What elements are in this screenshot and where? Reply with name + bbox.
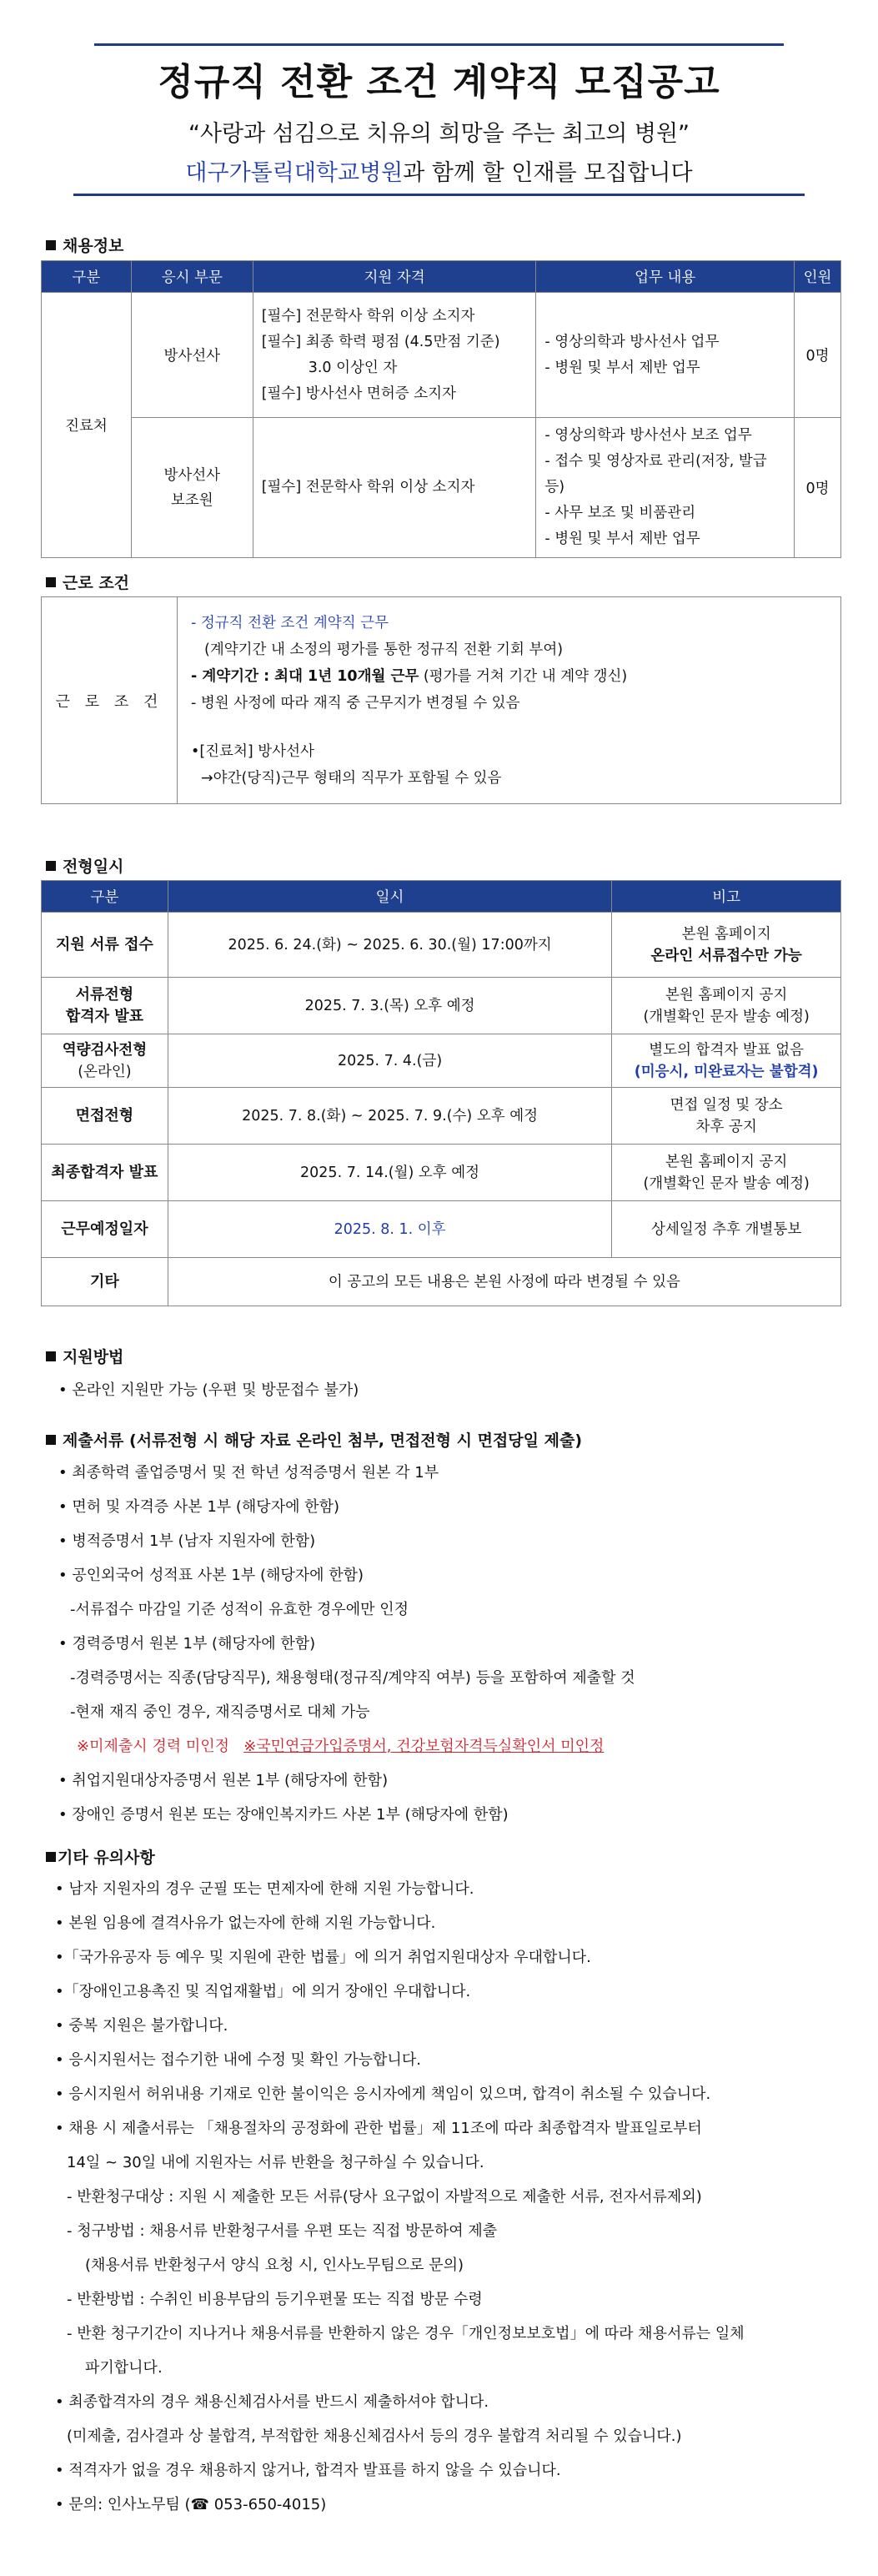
note-cell: 면접 일정 및 장소 차후 공지: [612, 1088, 841, 1145]
page-title: 정규직 전환 조건 계약직 모집공고: [158, 61, 720, 103]
work-line: •[진료처] 방사선사: [191, 742, 314, 760]
list-item: -서류접수 마감일 기준 성적이 유효한 경우에만 인정: [70, 1601, 409, 1618]
col-header: 업무 내용: [536, 261, 795, 293]
square-bullet-icon: [46, 1852, 56, 1862]
list-item: • 중복 지원은 불가합니다.: [55, 2017, 228, 2035]
duty-cell: - 영상의학과 방사선사 업무 - 병원 및 부서 제반 업무: [536, 293, 795, 418]
work-label: 근 로 조 건: [42, 597, 178, 804]
list-item: - 반환방법 : 수취인 비용부담의 등기우편물 또는 직접 방문 수령: [67, 2291, 483, 2308]
col-header: 응시 부문: [131, 261, 253, 293]
stage-cell: 역량검사전형 (온라인): [42, 1034, 168, 1088]
square-bullet-icon: [46, 1351, 56, 1361]
date-cell: 2025. 7. 14.(월) 오후 예정: [168, 1145, 611, 1201]
list-item: • 경력증명서 원본 1부 (해당자에 한함): [58, 1635, 316, 1653]
list-item: (미제출, 검사결과 상 불합격, 부적합한 채용신체검사서 등의 경우 불합격 처리될 수 있습니다.): [67, 2428, 682, 2445]
stage-cell: 면접전형: [42, 1088, 168, 1145]
list-item: • 온라인 지원만 가능 (우편 및 방문접수 불가): [58, 1381, 359, 1399]
list-item: • 최종합격자의 경우 채용신체검사서를 반드시 제출하셔야 합니다.: [55, 2393, 489, 2411]
date-cell: 2025. 8. 1. 이후: [168, 1201, 611, 1258]
list-item: • 문의: 인사노무팀 (☎ 053-650-4015): [55, 2496, 327, 2513]
section-recruit-heading: 채용정보: [46, 234, 123, 256]
section-apply-heading: 지원방법: [46, 1345, 123, 1367]
work-conditions-table: [41, 596, 841, 804]
list-item: (채용서류 반환청구서 양식 요청 시, 인사노무팀으로 문의): [85, 2257, 464, 2274]
dept-cell: 방사선사 보조원: [131, 418, 253, 558]
square-bullet-icon: [46, 577, 56, 587]
list-item: -경력증명서는 직종(담당직무), 채용형태(정규직/계약직 여부) 등을 포함하여 제출할 것: [70, 1669, 635, 1687]
work-body: [178, 597, 841, 804]
list-item: • 면허 및 자격증 사본 1부 (해당자에 한함): [58, 1498, 339, 1516]
stage-cell: 지원 서류 접수: [42, 913, 168, 978]
col-header: 지원 자격: [253, 261, 536, 293]
list-item: - 반환청구대상 : 지원 시 제출한 모든 서류(당사 요구없이 자발적으로 제출한 서류, 전자서류제외): [67, 2188, 702, 2206]
note-cell: 본원 홈페이지 공지 (개별확인 문자 발송 예정): [612, 978, 841, 1034]
date-cell: 이 공고의 모든 내용은 본원 사정에 따라 변경될 수 있음: [168, 1258, 840, 1306]
note-cell: 본원 홈페이지 공지 (개별확인 문자 발송 예정): [612, 1145, 841, 1201]
section-schedule-heading: 전형일시: [46, 854, 123, 877]
list-item: - 반환 청구기간이 지나거나 채용서류를 반환하지 않은 경우「개인정보보호법」에 따라 채용서류는 일체: [67, 2325, 745, 2342]
section-notes-heading: 기타 유의사항: [46, 1845, 155, 1868]
duty-cell: - 영상의학과 방사선사 보조 업무 - 접수 및 영상자료 관리(저장, 발급 등) - 사무 보조 및 비품관리 - 병원 및 부서 제반 업무: [536, 418, 795, 558]
list-item: -현재 재직 중인 경우, 재직증명서로 대체 가능: [70, 1703, 370, 1721]
list-item: • 응시지원서는 접수기한 내에 수정 및 확인 가능합니다.: [55, 2051, 421, 2069]
note-cell: 별도의 합격자 발표 없음 (미응시, 미완료자는 불합격): [612, 1034, 841, 1088]
list-item: •「장애인고용촉진 및 직업재활법」에 의거 장애인 우대합니다.: [55, 1983, 471, 2000]
date-cell: 2025. 7. 4.(금): [168, 1034, 611, 1088]
note-cell: 본원 홈페이지 온라인 서류접수만 가능: [612, 913, 841, 978]
work-line: →야간(당직)근무 형태의 직무가 포함될 수 있음: [201, 769, 502, 787]
work-line: - 병원 사정에 따라 재직 중 근무지가 변경될 수 있음: [191, 694, 520, 712]
date-cell: 2025. 7. 8.(화) ~ 2025. 7. 9.(수) 오후 예정: [168, 1088, 611, 1145]
qualification-cell: [필수] 전문학사 학위 이상 소지자: [253, 418, 536, 558]
date-cell: 2025. 6. 24.(화) ~ 2025. 6. 30.(월) 17:00까지: [168, 913, 611, 978]
list-item: • 채용 시 제출서류는 「채용절차의 공정화에 관한 법률」제 11조에 따라 최종합격자 발표일로부터: [55, 2120, 702, 2137]
invite-rest: 과 함께 할 인재를 모집합니다: [403, 160, 693, 186]
note-cell: 상세일정 추후 개별통보: [612, 1201, 841, 1258]
list-item: - 청구방법 : 채용서류 반환청구서를 우편 또는 직접 방문하여 제출: [67, 2222, 498, 2240]
date-cell: 2025. 7. 3.(목) 오후 예정: [168, 978, 611, 1034]
work-line: (계약기간 내 소정의 평가를 통한 정규직 전환 기회 부여): [204, 641, 564, 658]
list-item: ※미제출시 경력 미인정 ※국민연금가입증명서, 건강보험자격득실확인서 미인정: [77, 1738, 605, 1755]
count-cell: 0명: [795, 293, 841, 418]
apply-list: [58, 1373, 842, 1407]
section-work-heading: 근로 조건: [46, 571, 129, 593]
docs-list: [58, 1456, 842, 1832]
work-line: - 계약기간 : 최대 1년 10개월 근무 (평가를 거쳐 기간 내 계약 갱신): [191, 667, 628, 685]
top-rule: [94, 43, 784, 46]
category-cell: 진료처: [42, 293, 132, 558]
col-header: 구분: [42, 881, 168, 913]
count-cell: 0명: [795, 418, 841, 558]
col-header: 비고: [612, 881, 841, 913]
stage-cell: 근무예정일자: [42, 1201, 168, 1258]
invite-line: [0, 154, 878, 187]
hospital-name: 대구가톨릭대학교병원: [185, 160, 404, 186]
recruit-table: [41, 260, 841, 558]
list-item: •「국가유공자 등 예우 및 지원에 관한 법률」에 의거 취업지원대상자 우대합니다.: [55, 1949, 591, 1966]
square-bullet-icon: [46, 1435, 56, 1445]
col-header: 일시: [168, 881, 611, 913]
list-item: • 장애인 증명서 원본 또는 장애인복지카드 사본 1부 (해당자에 한함): [58, 1806, 509, 1824]
list-item: 파기합니다.: [85, 2359, 163, 2377]
list-item: • 취업지원대상자증명서 원본 1부 (해당자에 한함): [58, 1772, 389, 1789]
dept-cell: 방사선사: [131, 293, 253, 418]
list-item: • 본원 임용에 결격사유가 없는자에 한해 지원 가능합니다.: [55, 1914, 436, 1932]
square-bullet-icon: [46, 861, 56, 871]
slogan: “사랑과 섬김으로 치유의 희망을 주는 최고의 병원”: [188, 121, 690, 147]
list-item: • 병적증명서 1부 (남자 지원자에 한함): [58, 1532, 316, 1550]
list-item: • 공인외국어 성적표 사본 1부 (해당자에 한함): [58, 1567, 364, 1584]
col-header: 구분: [42, 261, 132, 293]
list-item: • 응시지원서 허위내용 기재로 인한 불이익은 응시자에게 책임이 있으며, 합격이 취소될 수 있습니다.: [55, 2085, 711, 2103]
square-bullet-icon: [46, 240, 56, 250]
stage-cell: 기타: [42, 1258, 168, 1306]
work-line: - 정규직 전환 조건 계약직 근무: [191, 614, 389, 631]
section-docs-heading: 제출서류 (서류전형 시 해당 자료 온라인 첨부, 면접전형 시 면접당일 제출): [46, 1428, 582, 1451]
schedule-table: [41, 880, 841, 1306]
list-item: • 적격자가 없을 경우 채용하지 않거나, 합격자 발표를 하지 않을 수 있습니다.: [55, 2462, 561, 2479]
list-item: • 최종학력 졸업증명서 및 전 학년 성적증명서 원본 각 1부: [58, 1464, 439, 1482]
qualification-cell: [필수] 전문학사 학위 이상 소지자 [필수] 최종 학력 평점 (4.5만점 기준) 3.0 이상인 자 [필수] 방사선사 면허증 소지자: [253, 293, 536, 418]
list-item: 14일 ~ 30일 내에 지원자는 서류 반환을 청구하실 수 있습니다.: [67, 2154, 484, 2171]
title-underline: [73, 194, 805, 196]
notes-list: [55, 1872, 839, 2522]
stage-cell: 서류전형 합격자 발표: [42, 978, 168, 1034]
list-item: • 남자 지원자의 경우 군필 또는 면제자에 한해 지원 가능합니다.: [55, 1880, 474, 1898]
col-header: 인원: [795, 261, 841, 293]
stage-cell: 최종합격자 발표: [42, 1145, 168, 1201]
